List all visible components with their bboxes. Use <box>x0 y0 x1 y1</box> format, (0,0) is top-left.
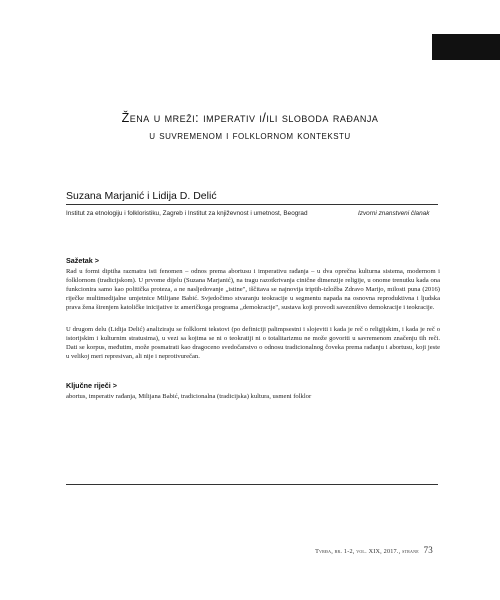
keywords-heading: Ključne riječi > <box>66 381 117 390</box>
abstract-paragraph-2: U drugom delu (Lidija Delić) analiziraju se folklorni tekstovi (po definiciji palimpsestni i slojeviti i kada je reč o religijskim, i kada je reč o istorijskim i kulturnim stratusima), u vezi sa kojima se ni o teokratiji ni o totalitarizmu ne može govoriti u savremenom značenju tih reči. Dati se korpus, međutim, može posmatrati kao dragoceno svedočanstvo o odnosu tradicionalnog čoveka prema rađanju i abortusu, koji jeste u velikoj meri represivan, ali nije i neprotivurečan. <box>66 326 440 360</box>
article-title-line-2: u suvremenom i folklornom kontekstu <box>149 130 351 142</box>
affiliation: Institut za etnologiju i folkloristiku, Zagreb i Institut za književnost i umetnost, Beograd <box>66 210 308 217</box>
article-title-line-1: Žena u mreži: imperativ i/ili sloboda rađanja <box>121 111 379 125</box>
bottom-divider <box>66 484 438 485</box>
authors: Suzana Marjanić i Lidija D. Delić <box>66 190 217 202</box>
journal-citation: Tvrđa, br. 1-2, vol. XIX, 2017., strane <box>315 548 419 555</box>
abstract-paragraph-1: Rad u formi diptiha razmatra isti fenomen – odnos prema abortusu i imperativu rađanja – u dva oprečna kulturna sistema, modernom i folklornom (tradicijskom). U prvome dijelu (Suzana Marjanić), na tragu razotkrivanja cinične dimenzije religije, u onome trenutku kada ona funkcionira samo kao politička proteza, a ne nasljedovanje „istine", iščitava se najnovija triptih-izložba Zdravo Marijo, milosti puna (2016) riječke multimedijalne umjetnice Milijane Babić. Svjedočimo stvaranju teokracije u segmentu napada na osnovna reproduktivna i ljudska prava žena širenjem katoličke inicijative iz američkoga programa „demokracije", sustava koji provodi savezništvo demokracije i teokracije. <box>66 268 440 311</box>
page-number: 73 <box>423 545 433 555</box>
article-type: Izvorni znanstveni članak <box>358 210 430 217</box>
page-footer <box>315 545 433 555</box>
keywords-text: abortus, imperativ rađanja, Milijana Babić, tradicionalna (tradicijska) kultura, usmeni folklor <box>66 393 312 400</box>
authors-divider <box>66 204 438 205</box>
abstract-heading: Sažetak > <box>66 256 99 265</box>
page-corner-tab <box>432 34 500 60</box>
